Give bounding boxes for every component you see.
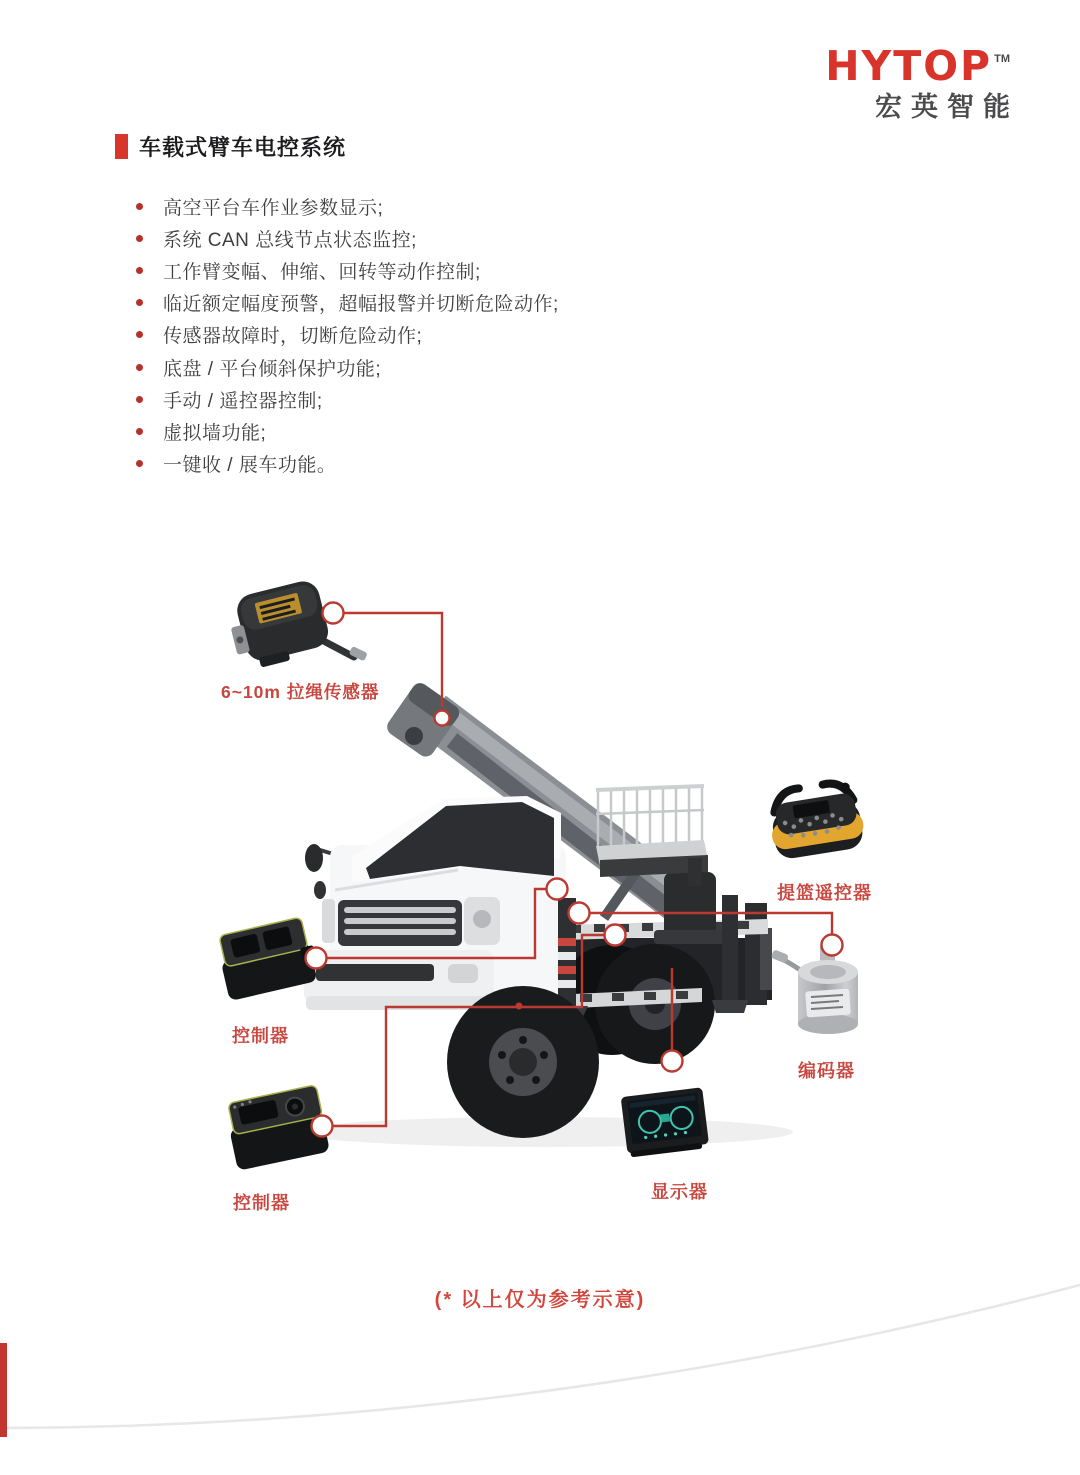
feature-text: 临近额定幅度预警，超幅报警并切断危险动作; <box>163 294 559 316</box>
title-accent-square <box>115 134 128 159</box>
truck-shadow <box>297 1117 793 1147</box>
page-title: 车载式臂车电控系统 <box>139 135 347 160</box>
bullet-icon <box>136 299 143 306</box>
grille <box>338 900 462 946</box>
cab <box>304 796 566 1010</box>
feature-item <box>136 190 559 222</box>
feature-text: 高空平台车作业参数显示; <box>163 197 384 219</box>
brand-name: HYTOP <box>825 42 993 90</box>
controller-bottom-label: 控制器 <box>233 1193 290 1213</box>
section-title <box>115 131 346 162</box>
side-mirror <box>305 844 323 872</box>
bullet-icon <box>136 364 143 371</box>
feature-item <box>136 222 559 254</box>
basket-remote-image <box>765 779 867 861</box>
feature-item <box>136 319 559 351</box>
callout-lines <box>306 603 843 1137</box>
feature-text: 系统 CAN 总线节点状态监控; <box>163 229 417 251</box>
feature-text: 一键收 / 展车功能。 <box>163 455 337 477</box>
front-wheel <box>447 986 599 1138</box>
feature-item <box>136 415 559 447</box>
truck-illustration <box>304 680 772 1138</box>
decor-red-stripe <box>0 1343 7 1437</box>
rear-wheel <box>595 944 715 1064</box>
encoder-image <box>771 940 858 1035</box>
feature-text: 底盘 / 平台倾斜保护功能; <box>163 358 382 380</box>
bumper <box>304 950 494 1004</box>
bullet-icon <box>136 396 143 403</box>
bullet-icon <box>136 460 143 467</box>
callout-controller-top <box>306 879 568 969</box>
feature-item <box>136 287 559 319</box>
feature-text: 虚拟墙功能; <box>163 422 267 444</box>
controller-bottom-image <box>224 1085 330 1171</box>
encoder-label: 编码器 <box>798 1061 855 1081</box>
callout-encoder <box>569 903 843 956</box>
feature-item <box>136 351 559 383</box>
trademark-symbol: TM <box>994 53 1010 65</box>
headlight <box>322 899 335 943</box>
callout-rope-sensor <box>323 603 450 726</box>
headlight <box>464 897 500 945</box>
feature-item <box>136 383 559 415</box>
outrigger <box>546 895 748 1019</box>
display-label: 显示器 <box>651 1182 708 1202</box>
bullet-icon <box>136 203 143 210</box>
basket-remote-label: 提篮遥控器 <box>777 883 872 903</box>
feature-text: 手动 / 遥控器控制; <box>163 390 323 412</box>
flatbed <box>528 903 772 1064</box>
feature-text: 传感器故障时，切断危险动作; <box>163 326 423 348</box>
windshield <box>366 802 554 879</box>
bullet-icon <box>136 428 143 435</box>
boom <box>384 680 702 927</box>
callout-display <box>662 968 683 1072</box>
callout-controller-bottom <box>312 925 626 1137</box>
feature-list <box>136 190 559 480</box>
platform-basket <box>596 786 726 944</box>
rope-sensor-image <box>224 578 368 673</box>
feature-text: 工作臂变幅、伸缩、回转等动作控制; <box>163 261 481 283</box>
reference-note: (* 以上仅为参考示意) <box>434 1289 646 1311</box>
bullet-icon <box>136 331 143 338</box>
display-image <box>621 1087 710 1158</box>
feature-item <box>136 254 559 286</box>
feature-item <box>136 448 559 480</box>
brand-name-cn: 宏英智能 <box>875 92 1019 122</box>
bullet-icon <box>136 267 143 274</box>
controller-top-image <box>215 916 321 1001</box>
rope-sensor-label: 6~10m 拉绳传感器 <box>221 682 380 702</box>
brand-logo <box>825 42 1019 122</box>
bullet-icon <box>136 235 143 242</box>
controller-top-label: 控制器 <box>232 1026 289 1046</box>
